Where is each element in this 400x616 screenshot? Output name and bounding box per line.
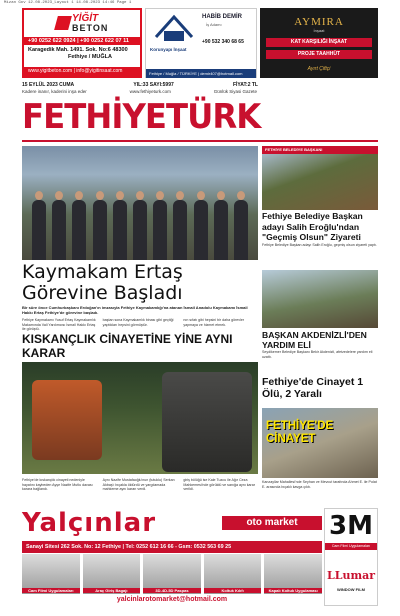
korunyapi-contact-name: HABİB DEMİR (202, 14, 242, 20)
korunyapi-phone: +90 532 340 68 65 (202, 39, 244, 45)
person-figure (234, 200, 248, 260)
person-figure (133, 200, 147, 260)
masthead[interactable] (22, 94, 261, 140)
body-akdenizli: Seydikemer Belediye Başkanı Bekir Akdenizli, afetzedelere yardım eli uzattı. (262, 350, 373, 359)
masthead-title: FETHİYETÜRK (22, 97, 261, 137)
yigit-logo-line2: BETON (72, 23, 109, 33)
body-cinayet: Kanzayllar Mahallesi'nde Seyhan ve Mevcut tarafında Ahmet E. ile Polat E. arasında bıçaklı kavga çıktı. (262, 480, 377, 489)
people-group (32, 186, 248, 260)
article-column: nın sıfatı gibi hepsini bir daha görevler yapmaya ve hizmet etmek. (183, 318, 245, 327)
product-label: Kapalı Koltuk Uygulaması (264, 588, 322, 593)
product-label: Koltuk Kılıfı (204, 588, 262, 593)
body-eroglu: Fethiye Belediye Başkan adayı Salih Eroğlu, geçmiş olsun ziyareti yaptı. (262, 243, 377, 247)
product-tile (204, 554, 262, 594)
headline-akdenizli[interactable]: BAŞKAN AKDENİZLİ'DEN YARDIM ELİ (262, 330, 367, 350)
yigit-address-line1: Karagedik Mah. 1491. Sok. No:6 48300 (28, 47, 128, 53)
lead-kaymakam: Bir süre önce Cumhurbaşkanı Erdoğan'ın imzasıyla Fethiye Kaymakamlığı'na atanan İsmail Anadolu Kaymakamı İsmail Hakkı Ertaş Fethiye'de görevine başladı. (22, 305, 248, 315)
right-section-bar: FETHİYE BELEDİYE BAŞKANI (262, 146, 378, 154)
ad-llumar[interactable] (324, 508, 378, 606)
dateline (22, 80, 378, 89)
product-tile (83, 554, 141, 594)
llumar-cam: Cam Filmi Uygulamaları (325, 543, 377, 550)
article-kaymakam-body (22, 318, 258, 332)
yalcinlar-items (22, 554, 322, 594)
person-figure (214, 200, 228, 260)
korunyapi-bar: Fethiye / Muğla / TÜRKİYE | demir407@hotmail.com (146, 69, 256, 78)
headline-eroglu[interactable]: Fethiye Belediye Başkan adayı Salih Eroğlu'ndan "Geçmiş Olsun" Ziyareti (262, 211, 363, 242)
article-column: Fethiye Kaymakamı Yusuf Ertaş Kaymakamlık Makamında Vali Yardımcısı İsmail Hakkı Ertaş ile görüştü. (22, 318, 96, 331)
aymira-signature: Ayırt Çiftçi (307, 66, 331, 72)
issue-number: YIL:33 SAYI:5997 (133, 81, 174, 88)
yigit-address-line2: Fethiye / MUĞLA (68, 53, 113, 60)
photo-tag-line1: FETHİYE'DE (266, 420, 334, 432)
portrait-right (162, 372, 252, 472)
portrait-left (32, 380, 102, 460)
yigit-logo-line1: YİĞİT (72, 13, 99, 24)
yalcinlar-contact: Sanayi Sitesi 262 Sok. No: 12 Fethiye | Tel: 0252 612 16 66 - Gsm: 0532 563 69 25 (22, 541, 322, 553)
photo-kiskanclik (22, 362, 258, 474)
photo-cinayet-tag (266, 420, 334, 446)
photo-akdenizli (262, 270, 378, 328)
person-figure (173, 200, 187, 260)
masthead-rule (22, 140, 378, 142)
print-info: Mizan Gov 12.08.2023_Layout 1 14.08.2023 14:46 Page 1 (4, 1, 132, 5)
llumar-tag: WINDOW FILM (337, 587, 365, 592)
article-column: Fethiye'de kıskançlık cinayeti nedeniyle hayatını kaybeden Ayşe Nazife Mutlu davası karara bağlandı. (22, 478, 93, 491)
product-label: 3D-4D-5D Paspas (143, 588, 201, 593)
logo-mark-icon (54, 16, 72, 30)
slogan-left: Kadere inanır, kaderini inşa eder (22, 89, 87, 94)
person-figure (194, 200, 208, 260)
ad-aymira[interactable] (260, 8, 378, 78)
product-label: Araç Giriş Bagajı (83, 588, 141, 593)
yigit-phones: +90 0252 622 0924 | +90 0252 622 07 11 (24, 37, 140, 45)
person-figure (72, 200, 86, 260)
person-figure (52, 200, 66, 260)
person-figure (32, 200, 46, 260)
yalcinlar-email[interactable]: yalcinlarotomarket@hotmail.com (116, 596, 228, 603)
headline-kaymakam[interactable]: Kaymakam Ertaş Görevine Başladı (22, 261, 183, 304)
product-tile (264, 554, 322, 594)
photo-tag-line2: CİNAYET (266, 433, 316, 445)
article-column: giriş bölüğü ise Kale Tuzcu ile Ağır Ceza Mahkemesi'nde görüldü ve sanığa aynı karar verildi. (183, 478, 255, 491)
aymira-brand: AYMIRA (294, 16, 344, 28)
aymira-rows (266, 38, 372, 62)
article-column: Aynı Nazife Mustafaoğlu'nun (tutuklu) Serkan Akbaş'ı bıçakla öldürdü ve yargılamada mahkeme aynı kararı verdi. (102, 478, 175, 491)
korunyapi-logo-icon (150, 11, 198, 51)
yigit-logo (54, 13, 114, 35)
product-tile (22, 554, 80, 594)
masthead-web: www.fethiyeturk.com (129, 89, 171, 94)
ad-korunyapi[interactable] (145, 8, 257, 78)
photo-eroglu-visit (262, 154, 378, 210)
issue-price: FİYAT:2 TL (232, 81, 258, 88)
slogan-right: Günlük Siyasi Gazete (213, 89, 257, 94)
headline-kiskanclik[interactable]: KISKANÇLIK CİNAYETİNE YİNE AYNI KARAR (22, 332, 233, 360)
person-figure (153, 200, 167, 260)
korunyapi-logo-text: Korunyapı İnşaat (150, 47, 187, 52)
yalcinlar-badge: oto market (222, 516, 322, 530)
yalcinlar-brand: Yalçınlar (22, 508, 157, 538)
ad-yalcinlar[interactable] (22, 508, 322, 606)
person-figure (93, 200, 107, 260)
korunyapi-contact-title: İş Adamı (206, 22, 222, 27)
product-tile (143, 554, 201, 594)
brand-llumar: LLumar (326, 569, 376, 582)
aymira-sub: İnşaat (313, 28, 325, 33)
brand-3m: 3M (329, 511, 373, 541)
yigit-web: www.yigitbeton.com | info@yigitinsaat.com (24, 67, 140, 76)
issue-date: 15 EYLÜL 2023 CUMA (22, 81, 75, 88)
photo-group-officials (22, 146, 258, 260)
article-kiskanclik-body (22, 478, 258, 492)
headline-cinayet[interactable]: Fethiye'de Cinayet 1 Ölü, 2 Yaralı (262, 376, 364, 400)
aymira-row-2: PROJE TAAHHÜT (266, 50, 372, 59)
person-figure (113, 200, 127, 260)
product-label: Cam Filmi Uygulamaları (22, 588, 80, 593)
yigit-address (28, 47, 128, 60)
aymira-row-1: KAT KARŞILIĞI İNŞAAT (266, 38, 372, 47)
article-column: baştan sona Kaymakamlık binası gibi geçtiği yaptıkları hepsini görmüştür. (102, 318, 174, 327)
ad-yigit-beton[interactable] (22, 8, 142, 78)
